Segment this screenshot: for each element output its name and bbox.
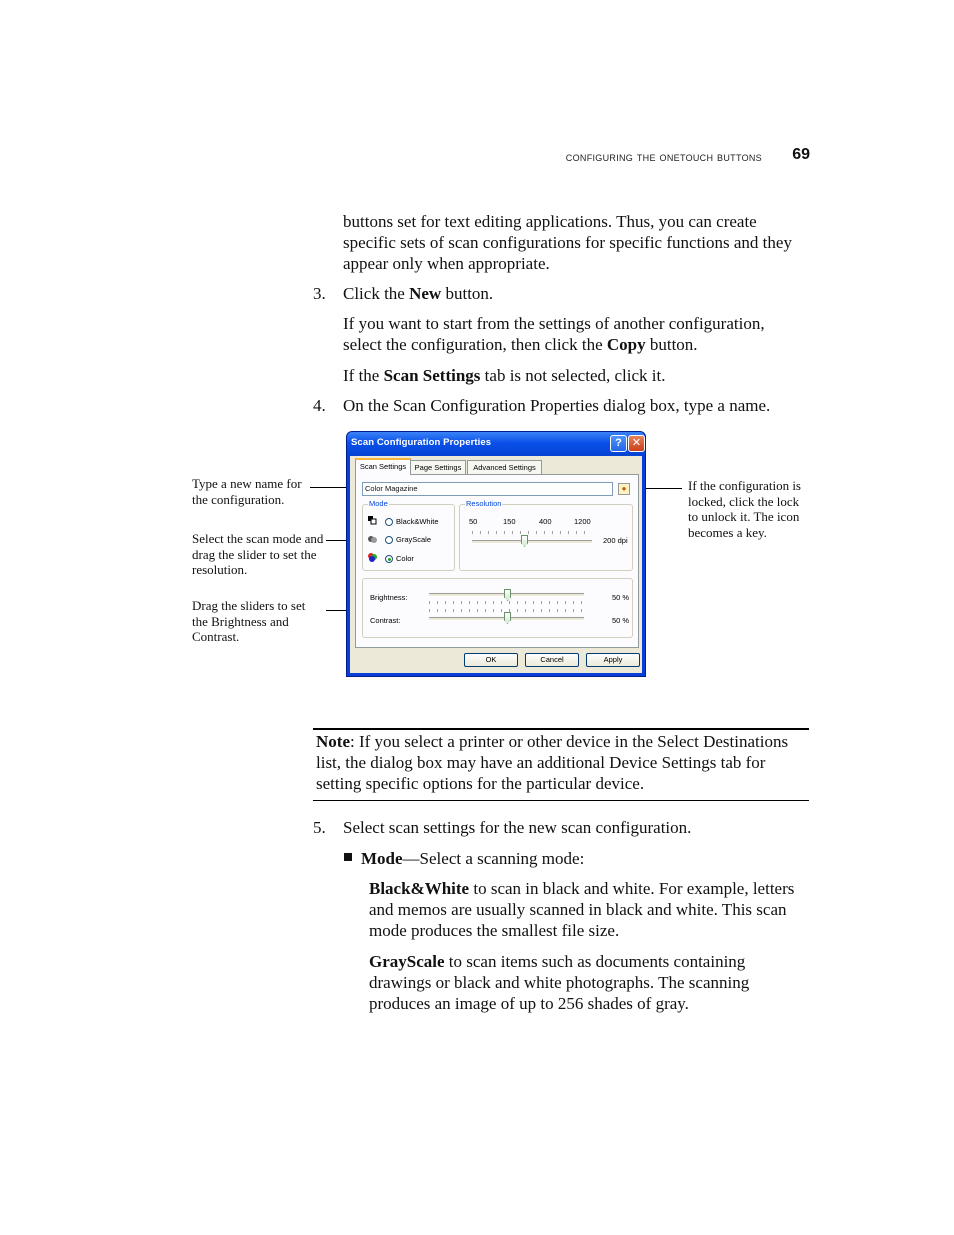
tab-page-settings[interactable]: Page Settings [410,460,466,474]
note-text: Note: If you select a printer or other device in the Select Destinations list, the dialog box may have an additional Device Settings tab for setting specific options for the particular device. [316,732,789,793]
step-4-text: On the Scan Configuration Properties dialog box, type a name. [343,396,771,415]
running-title: configuring the onetouch buttons [565,150,762,164]
step-5-text: Select scan settings for the new scan configuration. [343,818,692,837]
color-label: Color [396,554,414,563]
page-number: 69 [792,146,810,163]
color-radio[interactable] [385,555,393,563]
resolution-ticks [472,531,592,534]
black-white-mode-icon [368,516,377,525]
brightness-value: 50 % [612,593,630,602]
resolution-slider-thumb[interactable] [521,535,528,547]
contrast-label: Contrast: [370,616,401,625]
contrast-slider-thumb[interactable] [504,612,511,624]
callout-lock: If the configuration is locked, click the lock to unlock it. The icon becomes a key. [688,478,801,540]
note-top-rule [313,728,809,730]
resolution-tick-label: 1200 [574,517,591,526]
tab-instruction: If the Scan Settings tab is not selected, click it. [343,366,666,385]
callout-mode: Select the scan mode and drag the slider to set the resolution. [192,531,324,578]
help-button[interactable]: ? [610,435,627,452]
resolution-value: 200 dpi [603,536,628,545]
contrast-value: 50 % [612,616,630,625]
resolution-tick-label: 150 [503,517,516,526]
color-mode-icon [368,553,377,562]
dialog-titlebar [347,432,645,456]
dialog-client-area [350,456,642,673]
brightness-contrast-group [362,578,633,638]
bullet-square [344,853,352,861]
mode-bullet-text: Mode—Select a scanning mode: [361,849,585,868]
step-3-text: Click the New button. [343,284,494,303]
resolution-group-label: Resolution [466,499,502,508]
callout-sliders: Drag the sliders to set the Brightness and Contrast. [192,598,306,645]
resolution-tick-label: 400 [539,517,552,526]
apply-button[interactable]: Apply [586,653,640,667]
black-white-description: Black&White to scan in black and white. For example, letters and memos are usually scanned in black and white. This scan mode produces the smallest file size. [369,879,795,940]
black-white-radio[interactable] [385,518,393,526]
scan-configuration-dialog [346,431,646,677]
tab-advanced-settings[interactable]: Advanced Settings [467,460,542,474]
contrast-ticks [429,609,584,612]
note-bottom-rule [313,800,809,801]
brightness-ticks [429,601,584,604]
step-number: 5. [313,818,326,837]
step-number: 4. [313,396,326,415]
mode-group-label: Mode [369,499,388,508]
resolution-group [459,499,633,571]
mode-group [362,499,455,571]
black-white-label: Black&White [396,517,439,526]
callout-name: Type a new name for the configuration. [192,476,302,507]
configuration-name-input[interactable]: Color Magazine [362,482,613,496]
brightness-slider-thumb[interactable] [504,589,511,601]
resolution-tick-label: 50 [469,517,478,526]
cancel-button[interactable]: Cancel [525,653,579,667]
lock-icon[interactable]: ● [618,483,630,495]
tab-scan-settings[interactable]: Scan Settings [355,458,411,475]
grayscale-mode-icon [368,535,377,544]
close-button[interactable]: ✕ [628,435,645,452]
ok-button[interactable]: OK [464,653,518,667]
grayscale-radio[interactable] [385,536,393,544]
dialog-title: Scan Configuration Properties [351,437,492,448]
grayscale-label: GrayScale [396,535,432,544]
resolution-slider-track [472,540,592,544]
grayscale-description: GrayScale to scan items such as documents containing drawings or black and white photographs. The scanning produces an image of up to 256 shades of gray. [369,952,750,1013]
scan-settings-panel [355,474,639,648]
brightness-label: Brightness: [370,593,408,602]
intro-paragraph: buttons set for text editing applications. Thus, you can create specific sets of scan configurations for specific functions and they appear only when appropriate. [343,212,792,273]
copy-instruction: If you want to start from the settings of another configuration, select the configuration, then click the Copy button. [343,314,765,354]
step-number: 3. [313,284,326,303]
